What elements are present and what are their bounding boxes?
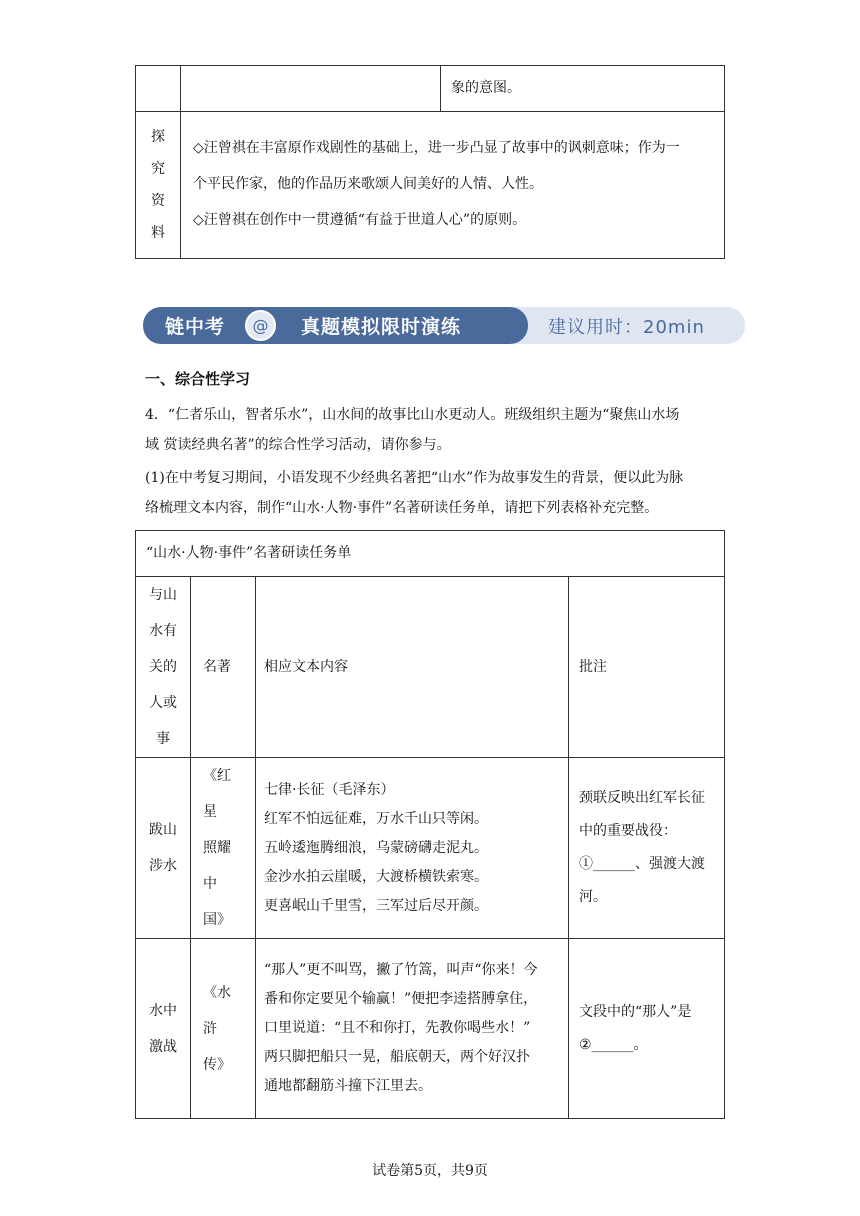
table-row	[136, 758, 725, 939]
task-table-header	[136, 577, 725, 758]
explore-label-char: 料	[151, 225, 165, 241]
answer-blank-1[interactable]: ①______、强渡大渡	[579, 856, 705, 872]
header-col-related	[136, 577, 191, 758]
cell-text: 国》	[203, 912, 231, 928]
cell-text: 照耀中	[203, 840, 231, 892]
explore-label-char: 究	[151, 161, 165, 177]
poem-line: 红军不怕远征难，万水千山只等闲。	[264, 810, 488, 827]
header-text: 水有	[149, 623, 177, 639]
row-event	[136, 758, 191, 939]
header-text: 与山	[149, 587, 177, 603]
question-line: (1)在中考复习期间，小语发现不少经典名著把“山水”作为故事发生的背景，便以此为脉	[145, 470, 684, 486]
question-4-1	[145, 463, 730, 523]
header-col-note: 批注	[569, 577, 725, 758]
cell-text: 涉水	[149, 858, 177, 874]
cell-text: 《红星	[203, 768, 231, 820]
poem-line: 七律·长征（毛泽东）	[264, 781, 395, 798]
explore-label-char: 资	[151, 193, 165, 209]
row-text	[256, 758, 569, 939]
table-row	[136, 939, 725, 1119]
text-line: 通地都翻筋斗撞下江里去。	[264, 1078, 432, 1094]
row-note	[569, 939, 725, 1119]
explore-label	[136, 112, 181, 259]
row-event	[136, 939, 191, 1119]
task-table	[135, 530, 725, 1119]
header-text: 人或	[149, 695, 177, 711]
text-line: 番和你定要见个输赢！”便把李逵搭膊拿住，	[264, 991, 538, 1007]
question-line: 络梳理文本内容，制作“山水·人物·事件”名著研读任务单，请把下列表格补充完整。	[145, 500, 659, 516]
row-text	[256, 939, 569, 1119]
question-line: 域 赏读经典名著”的综合性学习活动，请你参与。	[145, 437, 451, 453]
row-book	[191, 939, 256, 1119]
page-footer: 试卷第5页，共9页	[372, 1163, 488, 1179]
text-line: 口里说道：“且不和你打，先教你喝些水！”	[264, 1020, 531, 1036]
top-table-empty-cell-2	[181, 66, 441, 112]
question-4	[145, 400, 730, 460]
poem-line: 金沙水拍云崖暖，大渡桥横铁索寒。	[264, 868, 488, 885]
note-line: 河。	[579, 889, 607, 905]
section-heading: 一、综合性学习	[145, 370, 251, 388]
text-line: “那人”更不叫骂，撇了竹篙，叫声“你来！今	[264, 962, 538, 978]
poem-line: 五岭逶迤腾细浪，乌蒙磅礴走泥丸。	[264, 839, 488, 856]
banner-left-text: 链中考	[165, 316, 226, 338]
question-line: 4．“仁者乐山，智者乐水”，山水间的故事比山水更动人。班级组织主题为“聚焦山水场	[145, 407, 680, 423]
text-line: 两只脚把船只一晃，船底朝天，两个好汉扑	[264, 1049, 530, 1065]
header-text: 事	[156, 731, 170, 747]
row-note	[569, 758, 725, 939]
header-col-text: 相应文本内容	[256, 577, 569, 758]
explore-content	[181, 112, 725, 259]
top-table-cell-text: 象的意图。	[441, 66, 725, 112]
explore-label-char: 探	[151, 129, 165, 145]
task-table-title: “山水·人物·事件”名著研读任务单	[136, 531, 725, 577]
row-book	[191, 758, 256, 939]
top-table-empty-cell	[136, 66, 181, 112]
top-table	[135, 65, 725, 259]
cell-text: 水中	[149, 1002, 177, 1019]
explore-line: ◇汪曾祺在丰富原作戏剧性的基础上，进一步凸显了故事中的讽刺意味；作为一	[193, 140, 680, 156]
practice-banner	[143, 307, 745, 344]
explore-line: ◇汪曾祺在创作中一贯遵循“有益于世道人心”的原则。	[193, 212, 527, 228]
explore-line: 个平民作家，他的作品历来歌颂人间美好的人情、人性。	[193, 176, 543, 192]
note-line: 中的重要战役：	[579, 823, 677, 839]
banner-time: 建议用时：20min	[548, 317, 705, 338]
poem-line: 更喜岷山千里雪，三军过后尽开颜。	[264, 897, 488, 914]
cell-text: 激战	[149, 1038, 177, 1055]
note-line: 文段中的“那人”是	[579, 1003, 692, 1020]
answer-blank-2[interactable]: ②______。	[579, 1036, 648, 1053]
header-col-book: 名著	[191, 577, 256, 758]
note-line: 颈联反映出红军长征	[579, 790, 705, 806]
banner-title: 真题模拟限时演练	[301, 316, 462, 338]
cell-text: 传》	[203, 1056, 231, 1073]
cell-text: 《水浒	[203, 984, 231, 1037]
header-text: 关的	[149, 659, 177, 675]
banner-link-icon: @	[245, 310, 276, 341]
cell-text: 跋山	[149, 822, 177, 838]
